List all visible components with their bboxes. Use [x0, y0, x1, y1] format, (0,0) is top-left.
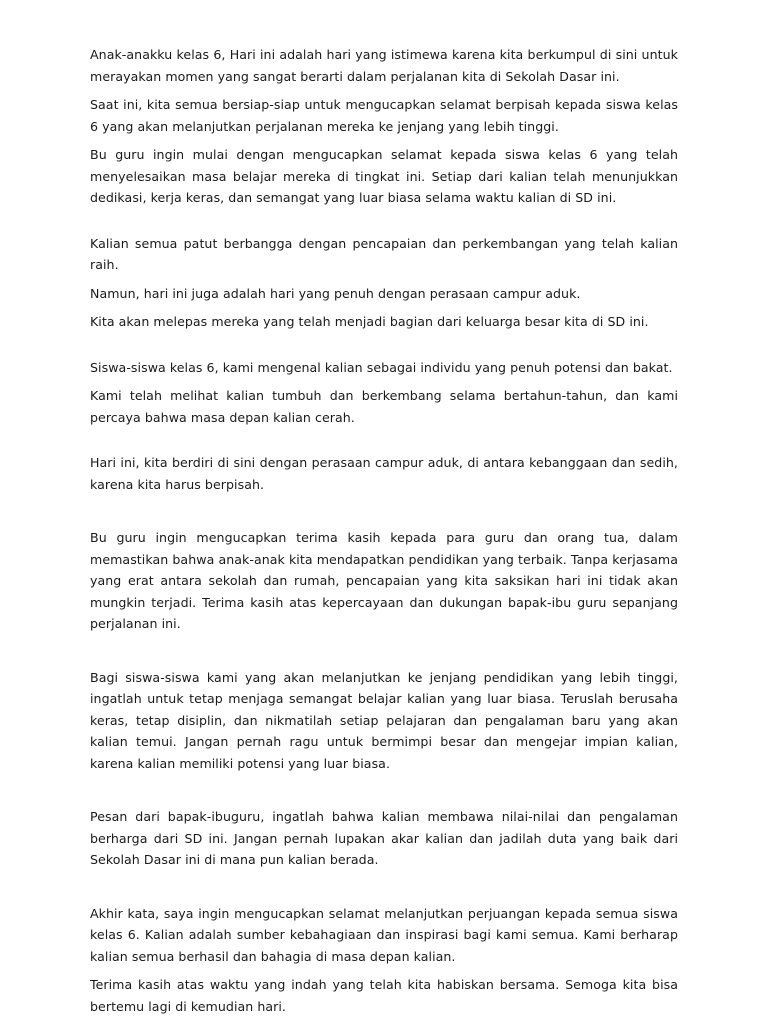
paragraph-7: Siswa-siswa kelas 6, kami mengenal kalian sebagai individu yang penuh potensi dan bakat. — [90, 359, 673, 375]
paragraph-8: Kami telah melihat kalian tumbuh dan berkembang selama bertahun-tahun, dan kami percaya bahwa masa depan kalian cerah. — [90, 388, 678, 425]
paragraph-13: Akhir kata, saya ingin mengucapkan selamat melanjutkan perjuangan kepada semua siswa kelas 6. Kalian adalah sumber kebahagiaan dan inspirasi bagi kami semua. Kami berharap kalian semua berhasil dan bahagia di masa depan kalian. — [90, 905, 678, 964]
paragraph-6: Kita akan melepas mereka yang telah menjadi bagian dari keluarga besar kita di SD ini. — [90, 314, 649, 329]
document-page — [90, 44, 678, 1017]
paragraph-9: Hari ini, kita berdiri di sini dengan perasaan campur aduk, di antara kebanggaan dan sedih, karena kita harus berpisah. — [90, 455, 678, 492]
paragraph-2: Saat ini, kita semua bersiap-siap untuk mengucapkan selamat berpisah kepada siswa kelas 6 yang akan melanjutkan perjalanan mereka ke jenjang yang lebih tinggi. — [90, 97, 678, 134]
paragraph-14: Terima kasih atas waktu yang indah yang telah kita habiskan bersama. Semoga kita bisa bertemu lagi di kemudian hari. — [90, 977, 678, 1014]
paragraph-10: Bu guru ingin mengucapkan terima kasih kepada para guru dan orang tua, dalam memastikan bahwa anak-anak kita mendapatkan pendidikan yang terbaik. Tanpa kerjasama yang erat antara sekolah dan rumah, pencapaian yang kita saksikan hari ini tidak akan mungkin terjadi. Terima kasih atas kepercayaan dan dukungan bapak-ibu guru sepanjang perjalanan ini. — [90, 530, 678, 631]
paragraph-11: Bagi siswa-siswa kami yang akan melanjutkan ke jenjang pendidikan yang lebih tinggi, ingatlah untuk tetap menjaga semangat belajar kalian yang luar biasa. Teruslah berusaha keras, tetap disiplin, dan nikmatilah setiap pelajaran dan pengalaman baru yang akan kalian temui. Jangan pernah ragu untuk bermimpi besar dan mengejar impian kalian, karena kalian memiliki potensi yang luar biasa. — [90, 669, 678, 771]
paragraph-12: Pesan dari bapak-ibuguru, ingatlah bahwa kalian membawa nilai-nilai dan pengalaman berharga dari SD ini. Jangan pernah lupakan akar kalian dan jadilah duta yang baik dari Sekolah Dasar ini di mana pun kalian berada. — [90, 809, 678, 867]
paragraph-5: Namun, hari ini juga adalah hari yang penuh dengan perasaan campur aduk. — [90, 285, 581, 301]
paragraph-4: Kalian semua patut berbangga dengan pencapaian dan perkembangan yang telah kalian raih. — [90, 235, 678, 272]
paragraph-3: Bu guru ingin mulai dengan mengucapkan selamat kepada siswa kelas 6 yang telah menyelesaikan masa belajar mereka di tingkat ini. Setiap dari kalian telah menunjukkan dedikasi, kerja keras, dan semangat yang luar biasa selama waktu kalian di SD ini. — [90, 147, 678, 205]
paragraph-1: Anak-anakku kelas 6, Hari ini adalah hari yang istimewa karena kita berkumpul di sini untuk merayakan momen yang sangat berarti dalam perjalanan kita di Sekolah Dasar ini. — [90, 47, 678, 84]
